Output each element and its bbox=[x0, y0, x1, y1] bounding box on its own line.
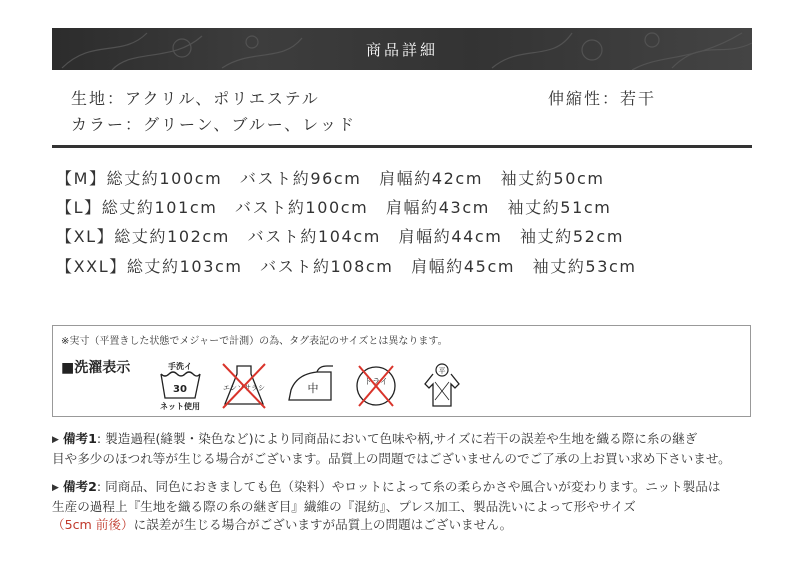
section-header-banner bbox=[52, 28, 752, 70]
size-row-xl: 【XL】総丈約102cm バスト約104cm 肩幅約44cm 袖丈約52cm bbox=[56, 227, 625, 246]
stretch-spec: 伸縮性：若干 bbox=[548, 89, 657, 108]
note-2-line-3: に誤差が生じる場合がございますが品質上の問題はございません。 bbox=[133, 517, 513, 532]
bullet-icon: ▶ bbox=[52, 435, 59, 445]
fabric-spec: 生地：アクリル、ポリエステル bbox=[71, 89, 320, 108]
care-label: ■洗濯表示 bbox=[61, 360, 131, 376]
size-row-m: 【M】総丈約100cm バスト約96cm 肩幅約42cm 袖丈約50cm bbox=[56, 169, 605, 188]
note-1-line-1: : 製造過程(縫製・染色など)により同商品において色味や柄,サイズに若干の誤差や生地を織る際に糸の継ぎ bbox=[96, 431, 698, 446]
care-instructions-box bbox=[52, 325, 751, 417]
note-1 bbox=[52, 430, 772, 468]
no-dry-clean-icon bbox=[349, 360, 403, 412]
note-2-label: 備考2 bbox=[62, 479, 97, 494]
hand-wash-bottom-text: ネット使用 bbox=[160, 402, 200, 411]
measurement-note: ※実寸（平置きした状態でメジャーで計測）の為、タグ表記のサイズとは異なります。 bbox=[61, 336, 448, 347]
divider-line bbox=[52, 145, 752, 148]
iron-medium-icon bbox=[283, 360, 337, 412]
note-1-line-2: 目や多少のほつれ等が生じる場合がございます。品質上の問題ではございませんのでご了承の上お買い求め下さいませ。 bbox=[52, 450, 731, 466]
no-bleach-text: エンソサラシ bbox=[223, 384, 265, 392]
flat-dry-text: 平 bbox=[438, 367, 446, 375]
note-1-label: 備考1 bbox=[62, 431, 97, 446]
size-row-l: 【L】総丈約101cm バスト約100cm 肩幅約43cm 袖丈約51cm bbox=[56, 198, 612, 217]
note-2-line-2: 生産の過程上『生地を織る際の糸の継ぎ目』繊維の『混紡』、プレス加工、製品洗いによって形やサイズ bbox=[52, 498, 636, 514]
iron-temp-text: 中 bbox=[307, 382, 319, 395]
bullet-icon: ▶ bbox=[52, 483, 59, 493]
no-bleach-icon bbox=[217, 360, 271, 412]
color-spec: カラー：グリーン、ブルー、レッド bbox=[71, 115, 356, 134]
note-2 bbox=[52, 478, 772, 535]
hand-wash-top-text: 手洗イ bbox=[168, 362, 192, 371]
flat-dry-icon bbox=[415, 360, 469, 412]
no-dry-clean-text: ドライ bbox=[364, 377, 388, 386]
size-tolerance-highlight: （5cm 前後） bbox=[52, 517, 134, 532]
wash-temp-text: 30 bbox=[173, 384, 187, 395]
section-title: 商品詳細 bbox=[365, 40, 438, 59]
hand-wash-30-icon bbox=[153, 360, 207, 412]
size-row-xxl: 【XXL】総丈約103cm バスト約108cm 肩幅約45cm 袖丈約53cm bbox=[56, 257, 637, 276]
note-2-line-1: : 同商品、同色におきましても色（染料）やロットによって糸の柔らかさや風合いが変わります。ニット製品は bbox=[96, 479, 721, 494]
